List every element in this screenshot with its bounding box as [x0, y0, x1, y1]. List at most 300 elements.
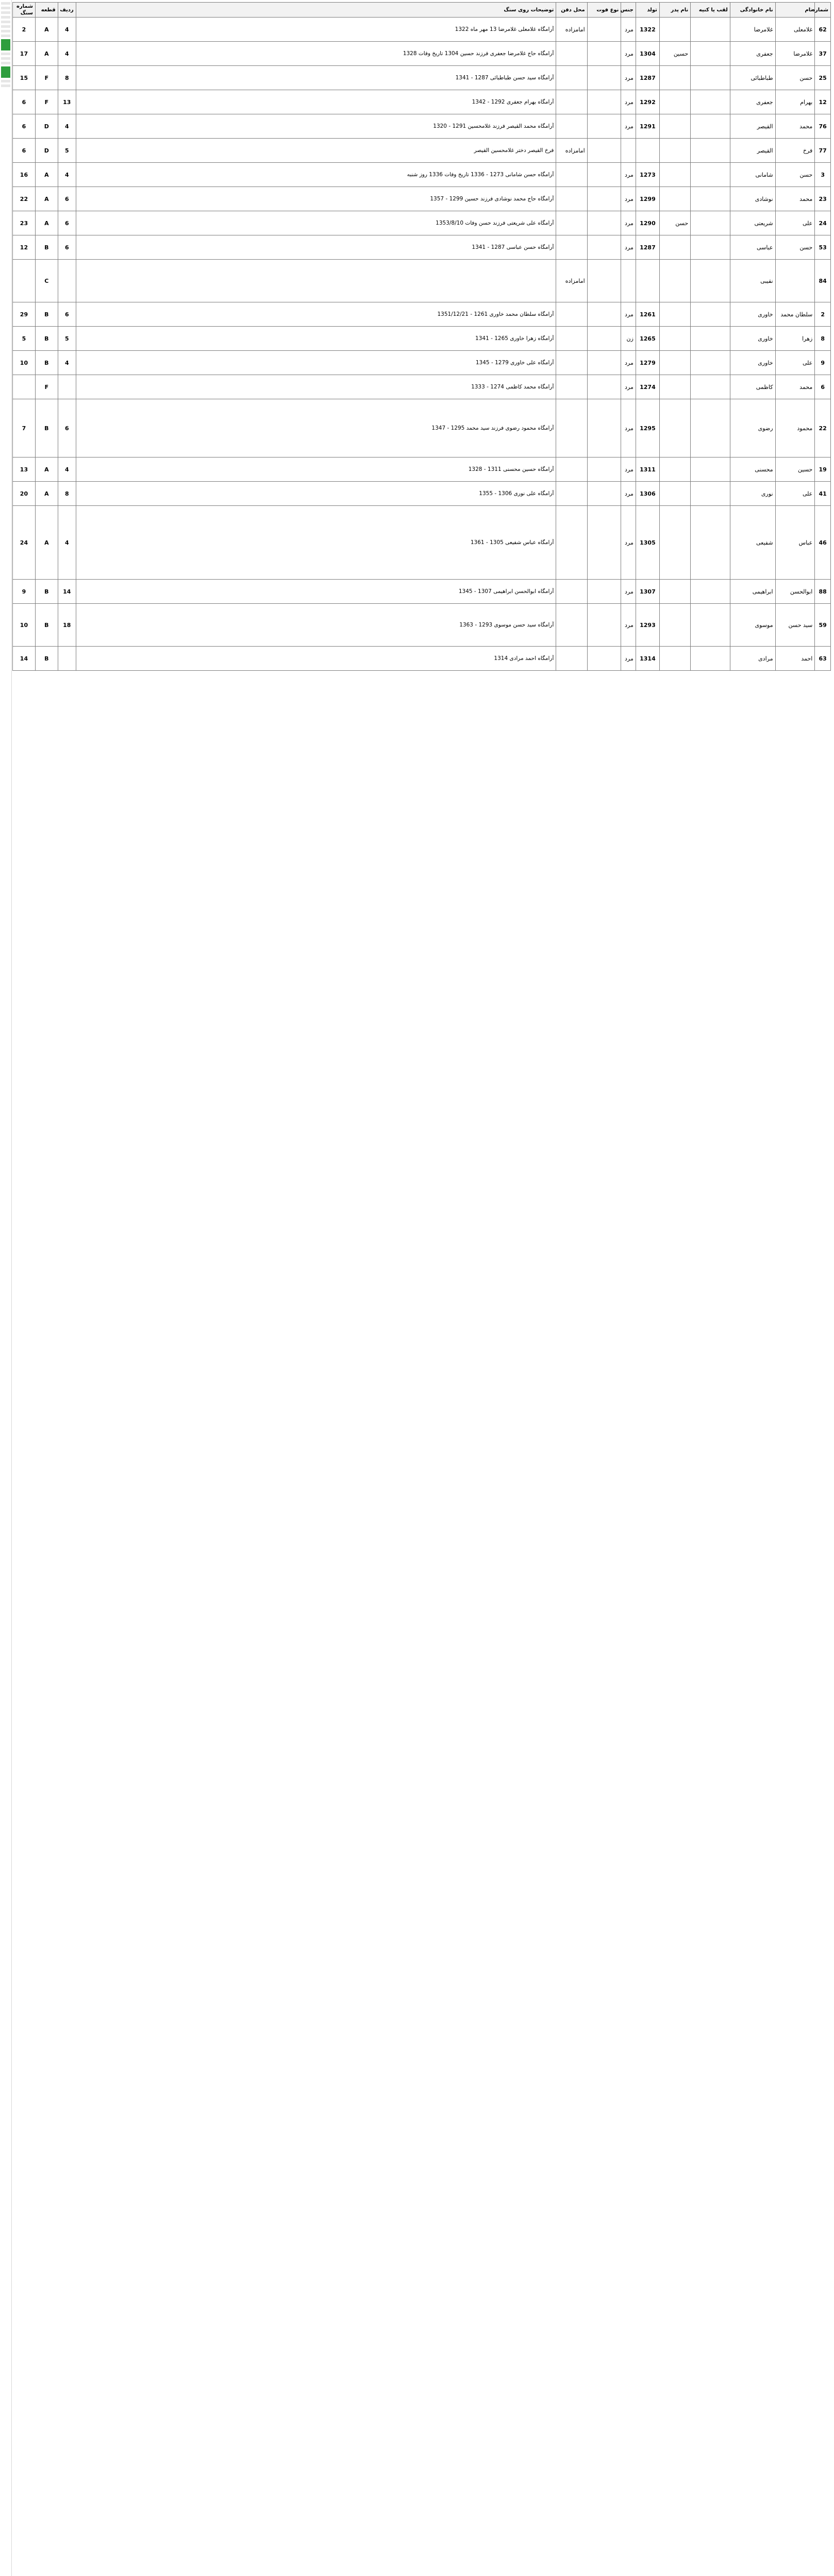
cell-family: جعفری	[730, 42, 775, 66]
cell-name: علی	[775, 211, 815, 235]
cell-gender: مرد	[621, 163, 636, 187]
sidebar-line	[1, 35, 10, 37]
cell-nickname	[691, 18, 730, 42]
cell-stone: 10	[13, 604, 36, 647]
table-row	[13, 604, 831, 647]
cell-family: القیصر	[730, 114, 775, 139]
cell-stone: 6	[13, 114, 36, 139]
cell-nickname	[691, 604, 730, 647]
header-row-no: شماره	[815, 3, 831, 18]
sidebar-line	[1, 7, 10, 9]
cell-birth: 1299	[636, 187, 659, 211]
cell-father	[659, 506, 690, 580]
cell-birth: 1304	[636, 42, 659, 66]
cell-row-no: 53	[815, 235, 831, 260]
cell-nickname	[691, 90, 730, 114]
cell-place	[556, 399, 587, 457]
cell-family: خاوری	[730, 302, 775, 327]
cell-name: علی	[775, 351, 815, 375]
cell-father	[659, 163, 690, 187]
cell-section: A	[35, 18, 58, 42]
cell-place	[556, 375, 587, 399]
cell-place: امامزاده	[556, 139, 587, 163]
cell-gender: مرد	[621, 457, 636, 482]
cell-row-no: 25	[815, 66, 831, 90]
cell-nickname	[691, 482, 730, 506]
table-row	[13, 647, 831, 671]
header-death-type: نوع فوت	[587, 3, 621, 18]
cell-name: محمود	[775, 399, 815, 457]
cell-row: 6	[58, 187, 76, 211]
sidebar-line	[1, 53, 10, 55]
cell-section: B	[35, 399, 58, 457]
cell-death-type	[587, 90, 621, 114]
cell-gender: مرد	[621, 235, 636, 260]
cell-section: B	[35, 647, 58, 671]
cell-stone: 22	[13, 187, 36, 211]
cell-description: آرامگاه محمد القیصر فرزند غلامحسین 1291 - 1320	[76, 114, 556, 139]
cell-stone: 5	[13, 327, 36, 351]
cell-nickname	[691, 187, 730, 211]
cell-birth: 1292	[636, 90, 659, 114]
cell-stone: 9	[13, 580, 36, 604]
cell-name	[775, 260, 815, 302]
cell-stone	[13, 375, 36, 399]
cell-section: B	[35, 327, 58, 351]
cell-gender: زن	[621, 327, 636, 351]
cell-description: آرامگاه حاج محمد نوشادی فرزند حسین 1299 - 1357	[76, 187, 556, 211]
cell-death-type	[587, 506, 621, 580]
cell-father	[659, 187, 690, 211]
cell-name: عباس	[775, 506, 815, 580]
cell-death-type	[587, 399, 621, 457]
cell-stone: 20	[13, 482, 36, 506]
cell-family: کاظمی	[730, 375, 775, 399]
cell-father	[659, 66, 690, 90]
cell-row-no: 88	[815, 580, 831, 604]
header-birth: تولد	[636, 3, 659, 18]
cell-gender: مرد	[621, 66, 636, 90]
cell-place	[556, 211, 587, 235]
cell-name: حسن	[775, 66, 815, 90]
cell-place	[556, 90, 587, 114]
header-section: قطعه	[35, 3, 58, 18]
cell-row: 4	[58, 457, 76, 482]
cell-nickname	[691, 235, 730, 260]
cell-section: D	[35, 139, 58, 163]
cell-family: ابراهیمی	[730, 580, 775, 604]
table-row	[13, 187, 831, 211]
cell-name: غلامرضا	[775, 42, 815, 66]
cell-section: A	[35, 163, 58, 187]
cell-father	[659, 260, 690, 302]
cell-stone: 13	[13, 457, 36, 482]
cell-name: محمد	[775, 187, 815, 211]
cell-gender: مرد	[621, 647, 636, 671]
cell-place	[556, 235, 587, 260]
cell-name: زهرا	[775, 327, 815, 351]
table-row	[13, 302, 831, 327]
cell-place	[556, 580, 587, 604]
header-name: نام	[775, 3, 815, 18]
cell-death-type	[587, 260, 621, 302]
cell-description: آرامگاه محمد کاظمی 1274 - 1333	[76, 375, 556, 399]
cell-section: A	[35, 482, 58, 506]
cell-stone: 2	[13, 18, 36, 42]
cell-place	[556, 163, 587, 187]
cell-birth: 1279	[636, 351, 659, 375]
cell-stone: 12	[13, 235, 36, 260]
cell-death-type	[587, 580, 621, 604]
cell-row: 13	[58, 90, 76, 114]
table-row	[13, 90, 831, 114]
cell-place	[556, 506, 587, 580]
cell-row: 4	[58, 506, 76, 580]
cell-name: سلطان محمد	[775, 302, 815, 327]
cell-place: امامزاده	[556, 260, 587, 302]
cell-row: 4	[58, 114, 76, 139]
cell-birth	[636, 260, 659, 302]
cell-row-no: 12	[815, 90, 831, 114]
cell-family: شریعتی	[730, 211, 775, 235]
cell-death-type	[587, 647, 621, 671]
cell-gender	[621, 139, 636, 163]
cell-family: نقیبی	[730, 260, 775, 302]
cell-nickname	[691, 42, 730, 66]
cell-row-no: 37	[815, 42, 831, 66]
table-row	[13, 211, 831, 235]
cell-row: 4	[58, 163, 76, 187]
cell-family: شفیعی	[730, 506, 775, 580]
cell-description: آرامگاه محمود رضوی فرزند سید محمد 1295 - 1347	[76, 399, 556, 457]
cell-name: حسن	[775, 235, 815, 260]
cell-section: B	[35, 351, 58, 375]
cell-row-no: 77	[815, 139, 831, 163]
cell-row	[58, 375, 76, 399]
cell-description: فرخ القیصر دختر غلامحسین القیصر	[76, 139, 556, 163]
cell-death-type	[587, 163, 621, 187]
cell-row-no: 2	[815, 302, 831, 327]
sidebar-line	[1, 80, 10, 82]
cell-place	[556, 302, 587, 327]
cell-row: 4	[58, 18, 76, 42]
cell-row-no: 3	[815, 163, 831, 187]
cell-description: آرامگاه بهرام جعفری 1292 - 1342	[76, 90, 556, 114]
cell-gender: مرد	[621, 351, 636, 375]
cell-section: C	[35, 260, 58, 302]
cell-father	[659, 235, 690, 260]
cell-nickname	[691, 66, 730, 90]
cell-gender: مرد	[621, 211, 636, 235]
sidebar-line	[1, 30, 10, 32]
cell-family: رضوی	[730, 399, 775, 457]
cell-father	[659, 114, 690, 139]
cell-nickname	[691, 647, 730, 671]
cell-family: طباطبائی	[730, 66, 775, 90]
table-row	[13, 42, 831, 66]
cell-family: مرادی	[730, 647, 775, 671]
cell-death-type	[587, 604, 621, 647]
cell-birth: 1274	[636, 375, 659, 399]
cell-row-no: 19	[815, 457, 831, 482]
cell-row-no: 6	[815, 375, 831, 399]
cell-section: F	[35, 90, 58, 114]
cell-row: 4	[58, 351, 76, 375]
table-row	[13, 114, 831, 139]
table-row	[13, 351, 831, 375]
cell-birth: 1287	[636, 66, 659, 90]
cell-birth	[636, 139, 659, 163]
cell-stone: 6	[13, 139, 36, 163]
cell-name: محمد	[775, 114, 815, 139]
cell-father	[659, 647, 690, 671]
cell-place	[556, 457, 587, 482]
table-row	[13, 235, 831, 260]
cell-section: A	[35, 187, 58, 211]
cell-section: A	[35, 211, 58, 235]
cell-stone: 14	[13, 647, 36, 671]
sidebar-highlight[interactable]	[1, 66, 10, 78]
cell-nickname	[691, 114, 730, 139]
cell-family: غلامرضا	[730, 18, 775, 42]
cell-death-type	[587, 482, 621, 506]
cell-family: موسوی	[730, 604, 775, 647]
sidebar-line	[1, 11, 10, 14]
header-family: نام خانوادگی	[730, 3, 775, 18]
cell-stone: 23	[13, 211, 36, 235]
cell-nickname	[691, 327, 730, 351]
cell-gender: مرد	[621, 375, 636, 399]
cell-row-no: 84	[815, 260, 831, 302]
header-nickname: لقب یا کنیه	[691, 3, 730, 18]
cell-family: جعفری	[730, 90, 775, 114]
cell-nickname	[691, 211, 730, 235]
cell-section: B	[35, 604, 58, 647]
cell-death-type	[587, 18, 621, 42]
sidebar-line	[1, 21, 10, 23]
sidebar-line	[1, 62, 10, 64]
cell-name: حسین	[775, 457, 815, 482]
cell-death-type	[587, 139, 621, 163]
burial-records-table	[12, 2, 831, 671]
cell-row: 5	[58, 139, 76, 163]
cell-row: 18	[58, 604, 76, 647]
cell-father: حسین	[659, 42, 690, 66]
cell-name: سید حسن	[775, 604, 815, 647]
cell-stone	[13, 260, 36, 302]
cell-father	[659, 482, 690, 506]
header-row: ردیف	[58, 3, 76, 18]
cell-father	[659, 90, 690, 114]
table-row	[13, 482, 831, 506]
cell-row-no: 8	[815, 327, 831, 351]
cell-section: A	[35, 506, 58, 580]
cell-section: A	[35, 457, 58, 482]
table-row	[13, 399, 831, 457]
cell-birth: 1295	[636, 399, 659, 457]
cell-description: آرامگاه حاج غلامرضا جعفری فرزند حسین 1304 تاریخ وفات 1328	[76, 42, 556, 66]
sidebar-highlight[interactable]	[1, 39, 10, 50]
table-row	[13, 260, 831, 302]
cell-name: علی	[775, 482, 815, 506]
cell-description: آرامگاه سید حسن موسوی 1293 - 1363	[76, 604, 556, 647]
cell-birth: 1305	[636, 506, 659, 580]
sidebar-line	[1, 84, 10, 87]
cell-row: 14	[58, 580, 76, 604]
cell-row-no: 9	[815, 351, 831, 375]
cell-father	[659, 327, 690, 351]
cell-name: ابوالحسن	[775, 580, 815, 604]
cell-name: محمد	[775, 375, 815, 399]
cell-description: آرامگاه سلطان محمد خاوری 1261 - 1351/12/21	[76, 302, 556, 327]
cell-birth: 1265	[636, 327, 659, 351]
cell-gender: مرد	[621, 604, 636, 647]
cell-name: احمد	[775, 647, 815, 671]
cell-row: 6	[58, 235, 76, 260]
cell-row: 5	[58, 327, 76, 351]
cell-family: خاوری	[730, 327, 775, 351]
cell-place	[556, 647, 587, 671]
cell-description: آرامگاه علی شریعتی فرزند حسن وفات 1353/8/10	[76, 211, 556, 235]
cell-family: محسنی	[730, 457, 775, 482]
cell-stone: 24	[13, 506, 36, 580]
cell-gender: مرد	[621, 187, 636, 211]
cell-family: القیصر	[730, 139, 775, 163]
cell-section: F	[35, 375, 58, 399]
cell-description: آرامگاه حسن عباسی 1287 - 1341	[76, 235, 556, 260]
cell-row-no: 24	[815, 211, 831, 235]
cell-place	[556, 42, 587, 66]
cell-death-type	[587, 351, 621, 375]
cell-birth: 1273	[636, 163, 659, 187]
cell-father	[659, 604, 690, 647]
cell-description	[76, 260, 556, 302]
cell-birth: 1307	[636, 580, 659, 604]
cell-birth: 1293	[636, 604, 659, 647]
table-row	[13, 327, 831, 351]
cell-description: آرامگاه حسین محسنی 1311 - 1328	[76, 457, 556, 482]
cell-gender: مرد	[621, 90, 636, 114]
cell-family: نوشادی	[730, 187, 775, 211]
cell-father	[659, 18, 690, 42]
cell-gender: مرد	[621, 482, 636, 506]
cell-death-type	[587, 327, 621, 351]
cell-death-type	[587, 187, 621, 211]
cell-death-type	[587, 375, 621, 399]
header-death-place: محل دفن	[556, 3, 587, 18]
cell-birth: 1261	[636, 302, 659, 327]
cell-section: B	[35, 580, 58, 604]
cell-nickname	[691, 580, 730, 604]
cell-family: عباسی	[730, 235, 775, 260]
table-row	[13, 375, 831, 399]
cell-section: D	[35, 114, 58, 139]
cell-row-no: 63	[815, 647, 831, 671]
header-gender: جنس	[621, 3, 636, 18]
cell-death-type	[587, 302, 621, 327]
cell-nickname	[691, 260, 730, 302]
cell-nickname	[691, 302, 730, 327]
cell-stone: 16	[13, 163, 36, 187]
table-row	[13, 66, 831, 90]
table-body	[13, 18, 831, 671]
cell-birth: 1287	[636, 235, 659, 260]
cell-birth: 1290	[636, 211, 659, 235]
cell-name: فرخ	[775, 139, 815, 163]
header-father: نام پدر	[659, 3, 690, 18]
cell-name: حسن	[775, 163, 815, 187]
cell-place	[556, 327, 587, 351]
cell-row-no: 23	[815, 187, 831, 211]
cell-row	[58, 647, 76, 671]
cell-stone: 10	[13, 351, 36, 375]
cell-row-no: 41	[815, 482, 831, 506]
cell-row-no: 46	[815, 506, 831, 580]
cell-row-no: 59	[815, 604, 831, 647]
cell-father	[659, 375, 690, 399]
cell-description: آرامگاه سید حسن طباطبائی 1287 - 1341	[76, 66, 556, 90]
cell-gender: مرد	[621, 18, 636, 42]
cell-name: غلامعلی	[775, 18, 815, 42]
cell-section: F	[35, 66, 58, 90]
cell-death-type	[587, 114, 621, 139]
cell-nickname	[691, 163, 730, 187]
cell-description: آرامگاه حسن شامانی 1273 - 1336 تاریخ وفات 1336 روز شنبه	[76, 163, 556, 187]
table-row	[13, 457, 831, 482]
cell-section: B	[35, 235, 58, 260]
cell-row-no: 22	[815, 399, 831, 457]
cell-father	[659, 139, 690, 163]
cell-death-type	[587, 457, 621, 482]
table-row	[13, 506, 831, 580]
cell-gender: مرد	[621, 506, 636, 580]
cell-place: امامزاده	[556, 18, 587, 42]
cell-place	[556, 351, 587, 375]
cell-row: 6	[58, 399, 76, 457]
sidebar-line	[1, 57, 10, 60]
sidebar-line	[1, 25, 10, 28]
cell-row: 6	[58, 211, 76, 235]
cell-place	[556, 66, 587, 90]
sidebar-line	[1, 2, 10, 5]
table-row	[13, 18, 831, 42]
cell-row: 4	[58, 42, 76, 66]
cell-father	[659, 302, 690, 327]
cell-father: حسن	[659, 211, 690, 235]
cell-father	[659, 351, 690, 375]
cell-stone: 15	[13, 66, 36, 90]
cell-row: 6	[58, 302, 76, 327]
cell-gender: مرد	[621, 580, 636, 604]
cell-death-type	[587, 42, 621, 66]
cell-family: خاوری	[730, 351, 775, 375]
cell-father	[659, 580, 690, 604]
table-header-row	[13, 3, 831, 18]
cell-place	[556, 114, 587, 139]
cell-name: بهرام	[775, 90, 815, 114]
header-stone: شماره سنگ	[13, 3, 36, 18]
sidebar-line	[1, 16, 10, 19]
cell-nickname	[691, 506, 730, 580]
cell-death-type	[587, 211, 621, 235]
cell-place	[556, 604, 587, 647]
cell-stone: 6	[13, 90, 36, 114]
cell-stone: 17	[13, 42, 36, 66]
cell-row	[58, 260, 76, 302]
table-row	[13, 580, 831, 604]
cell-gender: مرد	[621, 42, 636, 66]
cell-row-no: 62	[815, 18, 831, 42]
